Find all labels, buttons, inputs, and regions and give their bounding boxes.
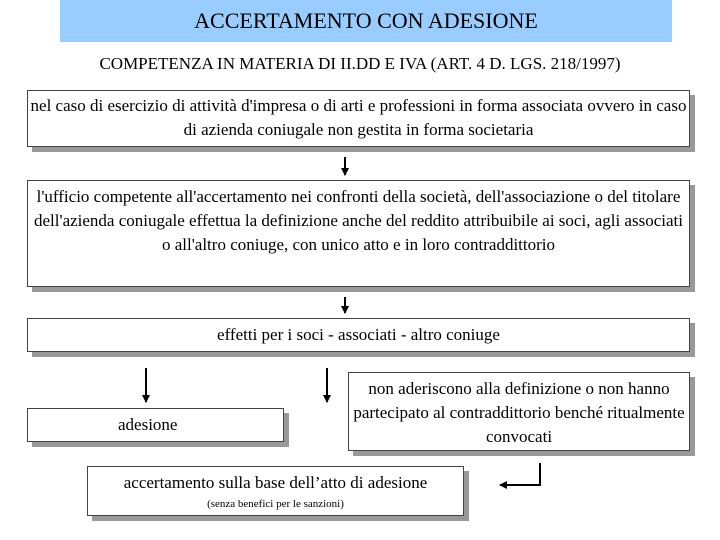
page-subtitle: COMPETENZA IN MATERIA DI II.DD E IVA (ART. 4 D. LGS. 218/1997) — [99, 54, 621, 73]
non-aderiscono-box — [348, 372, 690, 451]
page-title: ACCERTAMENTO CON ADESIONE — [194, 8, 538, 33]
accertamento-box — [87, 466, 464, 516]
arrow-non-aderiscono-to-accertamento — [500, 463, 540, 485]
effects-box — [27, 318, 690, 352]
title-banner — [60, 0, 672, 42]
office-box — [27, 180, 690, 287]
effects-text: effetti per i soci - associati - altro coniuge — [217, 325, 500, 344]
adesione-box — [27, 408, 284, 442]
accertamento-note: (senza benefici per le sanzioni) — [207, 498, 344, 510]
non-aderiscono-text: non aderiscono alla definizione o non hanno partecipato al contraddittorio benché ritualmente convocati — [353, 379, 685, 446]
office-text: l'ufficio competente all'accertamento nei confronti della società, dell'associazione o del titolare dell'azienda coniugale effettua la definizione anche del reddito attribuibile ai soci, agli associati o all'altro coniuge, con unico atto e in loro contraddittorio — [34, 187, 683, 254]
adesione-text: adesione — [118, 415, 178, 434]
premise-text: nel caso di esercizio di attività d'impresa o di arti e professioni in forma associata ovvero in caso di azienda coniugale non gestita in forma societaria — [30, 96, 687, 139]
premise-box — [27, 90, 690, 147]
accertamento-text: accertamento sulla base dell’atto di adesione — [123, 473, 428, 492]
